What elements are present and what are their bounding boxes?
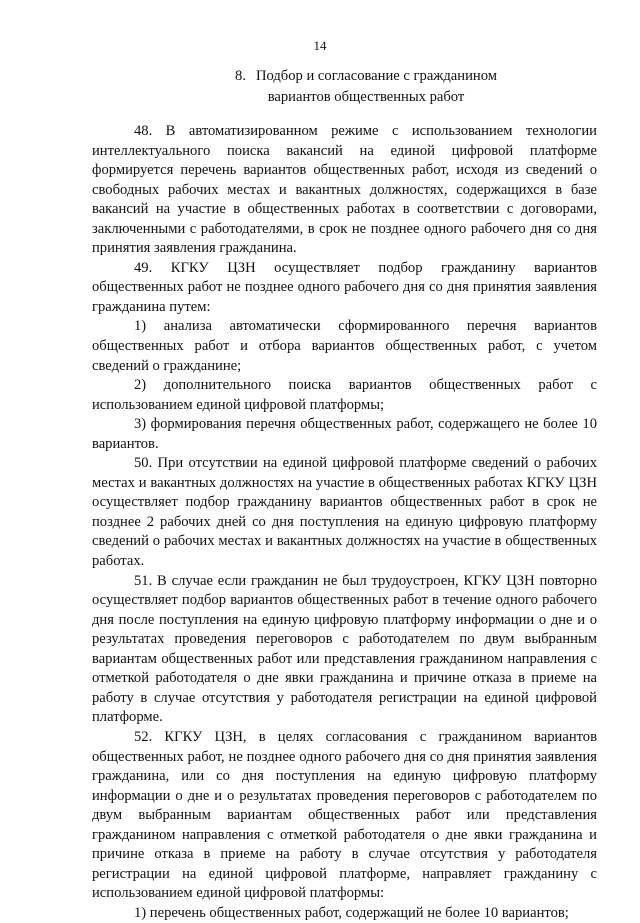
section-heading: [92, 66, 640, 108]
paragraph-49-item-3: 3) формирования перечня общественных работ, содержащего не более 10 вариантов.: [92, 416, 597, 452]
paragraph-49-item-2: 2) дополнительного поиска вариантов общественных работ с использованием единой цифровой платформы;: [92, 377, 597, 413]
section-heading-line-1: [92, 66, 640, 87]
paragraph-52-item-1: 1) перечень общественных работ, содержащий не более 10 вариантов;: [134, 904, 569, 921]
paragraph-51: 51. В случае если гражданин не был трудоустроен, КГКУ ЦЗН повторно осуществляет подбор вариантов общественных работ в течение одного рабочего дня после поступления на единую цифровую платформу информации о дне и о результатах проведения переговоров с работодателем по двум выбранным вариантам общественных работ или представления гражданином направления с отметкой работодателя о дне явки гражданина и причине отказа в приеме на работу в случае отсутствия у работодателя регистрации на единой цифровой платформе.: [92, 572, 597, 726]
paragraph-52: 52. КГКУ ЦЗН, в целях согласования с гражданином вариантов общественных работ, не позднее одного рабочего дня со дня принятия заявления гражданина, или со дня поступления на единую цифровую платформу информации о дне и о результатах проведения переговоров с работодателем по двум выбранным вариантам общественных работ или представления гражданином направления с отметкой работодателя о дне явки гражданина и причине отказа в приеме на работу в случае отсутствия у работодателя регистрации на единой цифровой платформе, направляет гражданину с использованием единой цифровой платформы:: [92, 728, 597, 902]
paragraph-50: 50. При отсутствии на единой цифровой платформе сведений о рабочих местах и вакантных должностях на участие в общественных работах КГКУ ЦЗН осуществляет подбор гражданину вариантов общественных работ в срок не позднее 2 рабочих дней со дня поступления на единую цифровую платформу сведений о рабочих местах и вакантных должностях на участие в общественных работах.: [92, 455, 597, 570]
section-number: 8.: [235, 68, 246, 84]
paragraph-49: 49. КГКУ ЦЗН осуществляет подбор гражданину вариантов общественных работ не позднее одного рабочего дня со дня принятия заявления гражданина путем:: [92, 259, 597, 315]
paragraph-48: 48. В автоматизированном режиме с использованием технологии интеллектуального поиска вакансий на единой цифровой платформе формируется перечень вариантов общественных работ, исходя из сведений о свободных рабочих местах и вакантных должностях, содержащихся в базе вакансий на участие в общественных работах в соответствии с договорами, заключенными с работодателями, в срок не позднее одного рабочего дня со дня принятия заявления гражданина.: [92, 123, 597, 257]
section-title-line-1: Подбор и согласование с гражданином: [255, 68, 497, 84]
section-title-line-2: вариантов общественных работ: [267, 89, 465, 105]
page-number: 14: [313, 38, 327, 53]
paragraph-49-item-1: 1) анализа автоматически сформированного перечня вариантов общественных работ и отбора вариантов общественных работ, с учетом сведений о гражданине;: [92, 318, 597, 374]
document-body: [92, 122, 597, 923]
